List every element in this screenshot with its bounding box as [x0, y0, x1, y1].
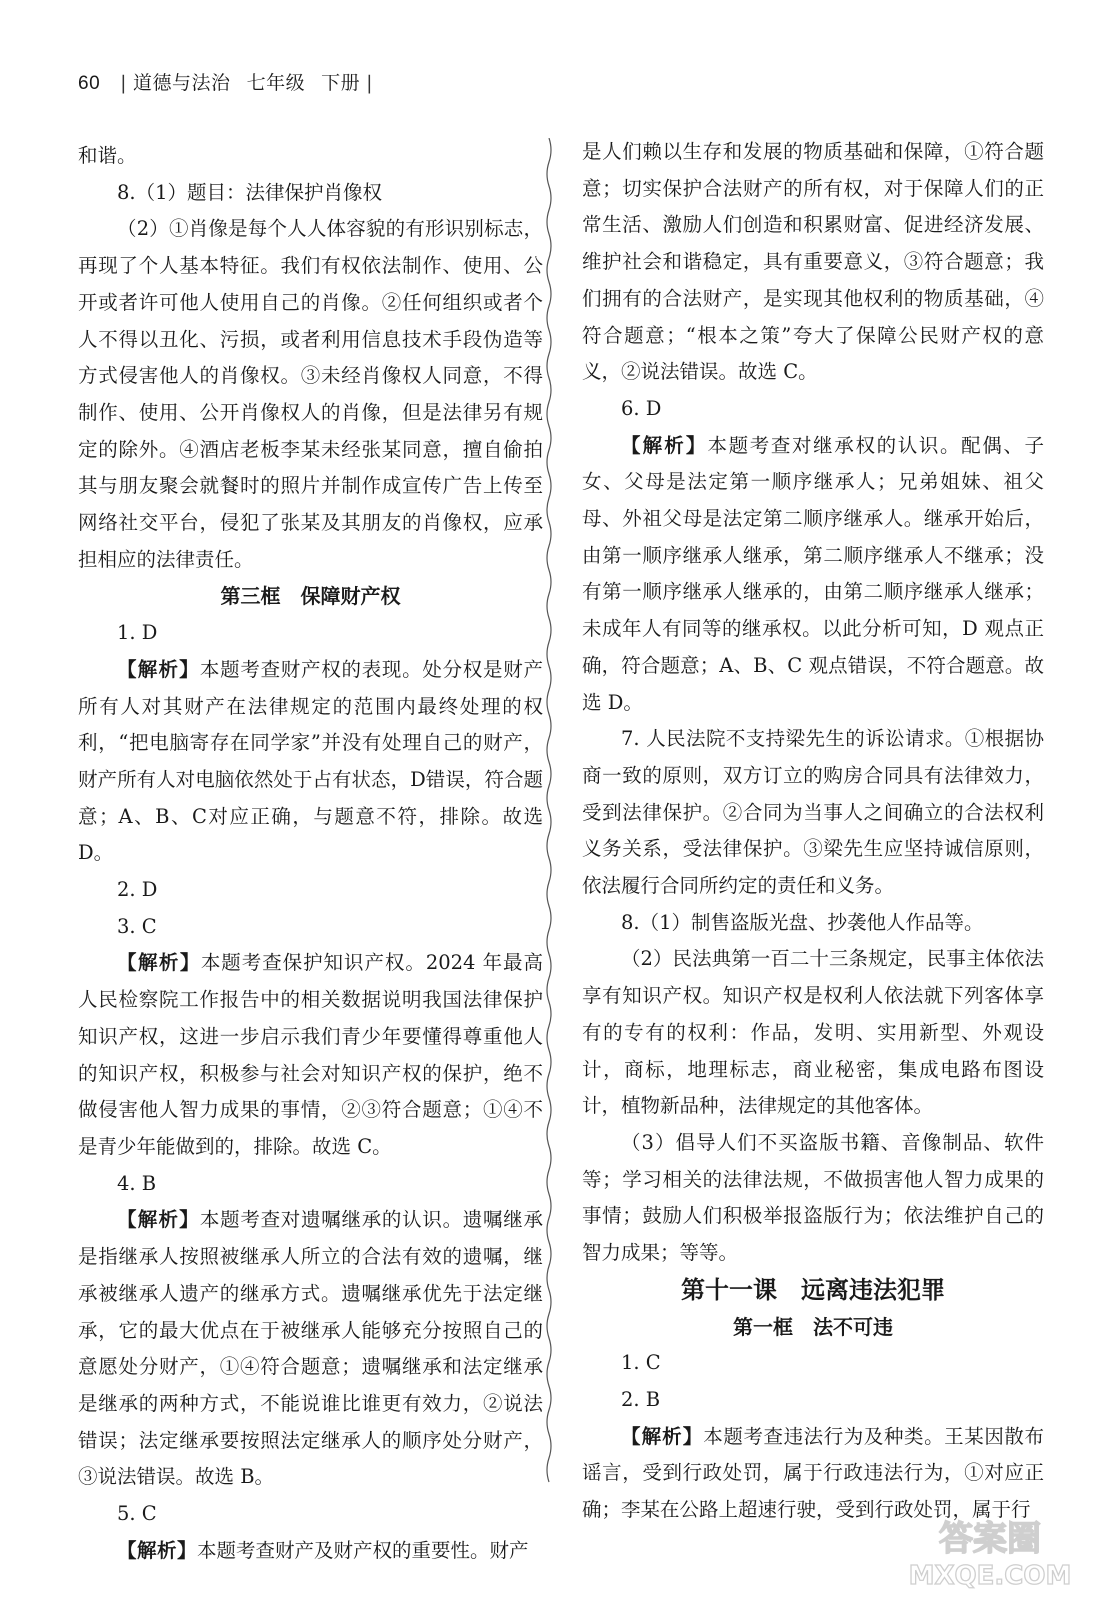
analysis-tag: 【解析】	[117, 1208, 200, 1232]
header-grade: 七年级	[246, 72, 306, 94]
column-divider	[543, 138, 555, 1488]
question-8-1: 8.（1）题目：法律保护肖像权	[117, 180, 383, 204]
page-number: 60	[78, 73, 101, 94]
explanation-3	[78, 945, 543, 1165]
answer-8-2: （2）民法典第一百二十三条规定，民事主体依法享有知识产权。知识产权是权利人依法就下列客体享有的专有的权利：作品，发明、实用新型、外观设计，商标，地理标志，商业秘密，集成电路布图设计，植物新品种，法律规定的其他客体。	[582, 947, 1044, 1118]
answer-3: 3. C	[117, 914, 157, 938]
explanation-text: 本题考查对继承权的认识。配偶、子女、父母是法定第一顺序继承人；兄弟姐妹、祖父母、外祖父母是法定第二顺序继承人。继承开始后，由第一顺序继承人继承，第二顺序继承人不继承；没有第一顺序继承人继承的，由第二顺序继承人继承；未成年人有同等的继承权。以此分析可知，D 观点正确，符合题意；A、B、C 观点错误，不符合题意。故选 D。	[582, 433, 1044, 714]
watermark-line1: 答案圈	[939, 1519, 1041, 1559]
answer-8-3: （3）倡导人们不买盗版书籍、音像制品、软件等；学习相关的法律法规，不做损害他人智力成果的事情；鼓励人们积极举报盗版行为；依法维护自己的智力成果；等等。	[582, 1130, 1044, 1265]
question-8-2: （2）①肖像是每个人人体容貌的有形识别标志，再现了个人基本特征。我们有权依法制作、使用、公开或者许可他人使用自己的肖像。②任何组织或者个人不得以丑化、污损，或者利用信息技术手段伪造等方式侵害他人的肖像权。③未经肖像权人同意，不得制作、使用、公开肖像权人的肖像，但是法律另有规定的除外。④酒店老板李某未经张某同意，擅自偷拍其与朋友聚会就餐时的照片并制作成宣传广告上传至网络社交平台，侵犯了张某及其朋友的肖像权，应承担相应的法律责任。	[78, 217, 543, 571]
analysis-tag: 【解析】	[117, 951, 201, 975]
answer-1: 1. D	[117, 621, 158, 645]
watermark-line2: MXQE.COM	[908, 1561, 1072, 1591]
section-title: 第一框 法不可违	[733, 1314, 893, 1339]
left-column	[78, 138, 543, 1569]
explanation-5	[78, 1533, 543, 1570]
analysis-tag: 【解析】	[117, 1538, 198, 1562]
answer-8-1: 8.（1）制售盗版光盘、抄袭他人作品等。	[621, 910, 984, 934]
page-header: 60 | 道德与法治 七年级 下册 |	[78, 72, 373, 94]
lesson-title: 第十一课 远离违法犯罪	[681, 1275, 945, 1304]
explanation-1	[78, 652, 543, 872]
answer-2: 2. D	[117, 878, 158, 902]
analysis-tag: 【解析】	[117, 657, 200, 681]
right-column	[582, 134, 1044, 1529]
section-title: 第三框 保障财产权	[220, 584, 401, 609]
answer-r1: 1. C	[621, 1351, 661, 1375]
answer-r2: 2. B	[621, 1387, 661, 1411]
answer-7: 7. 人民法院不支持梁先生的诉讼请求。①根据协商一致的原则，双方订立的购房合同具有法律效力，受到法律保护。②合同为当事人之间确立的合法权利义务关系，受法律保护。③梁先生应坚持诚信原则，依法履行合同所约定的责任和义务。	[582, 727, 1044, 898]
paragraph: 是人们赖以生存和发展的物质基础和保障，①符合题意；切实保护合法财产的所有权，对于保障人们的正常生活、激励人们创造和积累财富、促进经济发展、维护社会和谐稳定，具有重要意义，③符合题意；我们拥有的合法财产，是实现其他权利的物质基础，④符合题意；“根本之策”夸大了保障公民财产权的意义，②说法错误。故选 C。	[582, 140, 1044, 384]
explanation-text: 本题考查保护知识产权。2024 年最高人民检察院工作报告中的相关数据说明我国法律保护知识产权，这进一步启示我们青少年要懂得尊重他人的知识产权，积极参与社会对知识产权的保护，绝不做侵害他人智力成果的事情，②③符合题意；①④不是青少年能做到的，排除。故选 C。	[78, 951, 543, 1158]
explanation-text: 本题考查财产及财产权的重要性。财产	[197, 1538, 529, 1562]
analysis-tag: 【解析】	[621, 1424, 704, 1448]
explanation-6	[582, 428, 1044, 722]
analysis-tag: 【解析】	[621, 433, 708, 457]
answer-4: 4. B	[117, 1171, 157, 1195]
explanation-4	[78, 1202, 543, 1496]
header-subject: 道德与法治	[133, 72, 231, 94]
explanation-text: 本题考查财产权的表现。处分权是财产所有人对其财产在法律规定的范围内最终处理的权利，“把电脑寄存在同学家”并没有处理自己的财产，财产所有人对电脑依然处于占有状态，D错误，符合题意；A、B、C对应正确，与题意不符，排除。故选 D。	[78, 657, 543, 865]
header-volume: 下册	[321, 72, 361, 94]
paragraph: 和谐。	[78, 144, 137, 167]
answer-5: 5. C	[117, 1502, 157, 1526]
explanation-text: 本题考查对遗嘱继承的认识。遗嘱继承是指继承人按照被继承人所立的合法有效的遗嘱，继承被继承人遗产的继承方式。遗嘱继承优先于法定继承，它的最大优点在于被继承人能够充分按照自己的意愿处分财产，①④符合题意；遗嘱继承和法定继承是继承的两种方式，不能说谁比谁更有效力，②说法错误；法定继承要按照法定继承人的顺序处分财产，③说法错误。故选 B。	[78, 1208, 543, 1489]
watermark-logo	[900, 1512, 1080, 1592]
explanation-text: 本题考查违法行为及种类。王某因散布谣言，受到行政处罚，属于行政违法行为，①对应正确；李某在公路上超速行驶，受到行政处罚，属于行	[582, 1424, 1044, 1522]
answer-6: 6. D	[621, 396, 662, 420]
